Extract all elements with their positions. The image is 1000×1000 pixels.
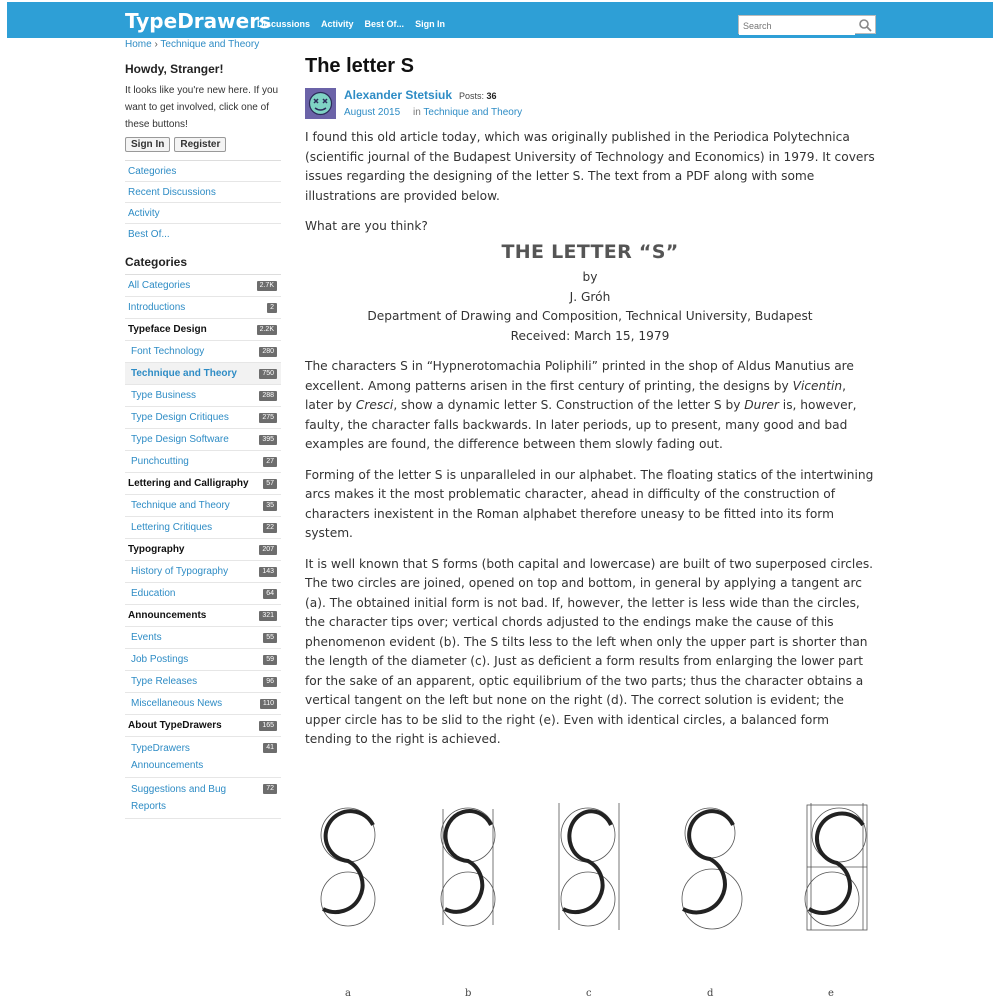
category-label[interactable]: Type Releases bbox=[131, 676, 198, 687]
sidebar-category-item[interactable] bbox=[125, 451, 281, 473]
nav-sign-in[interactable]: Sign In bbox=[415, 19, 446, 29]
post-paragraph: I found this old article today, which was originally published in the Periodica Polytechnica (scientific journal of the Budapest University of Technology and Economics) in 1979. It covers issues regarding the designing of the letter S. The text from a PDF along with some illustrations are provided below. bbox=[305, 130, 875, 203]
sidebar-category-item[interactable] bbox=[125, 517, 281, 539]
sidebar-category-item[interactable] bbox=[125, 407, 281, 429]
category-label[interactable]: Events bbox=[131, 632, 162, 643]
category-label[interactable]: Type Business bbox=[131, 390, 197, 401]
category-count-badge: 35 bbox=[263, 501, 277, 511]
post-category bbox=[413, 107, 522, 118]
category-count-badge: 96 bbox=[263, 677, 277, 687]
sidebar bbox=[125, 62, 281, 819]
quick-link-recent-discussions[interactable]: Recent Discussions bbox=[125, 182, 281, 203]
category-count-badge: 288 bbox=[259, 391, 277, 401]
category-label[interactable]: Typeface Design bbox=[128, 324, 207, 335]
category-count-badge: 110 bbox=[260, 699, 277, 709]
category-label[interactable]: About TypeDrawers bbox=[128, 720, 222, 731]
p3-vicentin: Vicentin bbox=[792, 378, 843, 393]
sidebar-category-item[interactable] bbox=[125, 649, 281, 671]
category-label[interactable]: TypeDrawers Announcements bbox=[131, 743, 204, 771]
category-label[interactable]: Technique and Theory bbox=[131, 368, 237, 379]
category-count-badge: 72 bbox=[263, 784, 277, 794]
sidebar-category-item[interactable] bbox=[125, 385, 281, 407]
p3-part-c: , show a dynamic letter S. Construction of the letter S by bbox=[393, 398, 745, 412]
sidebar-category-item[interactable] bbox=[125, 297, 281, 319]
s-figure-a bbox=[313, 795, 383, 940]
p3-part-d: is, however, faulty, the character falls backwards. In later periods, up to present, many good and bad examples are found, the difference between them slowly fading out. bbox=[305, 398, 857, 451]
p3-part-b: , later by bbox=[305, 378, 847, 412]
category-count-badge: 143 bbox=[259, 567, 277, 577]
register-button[interactable]: Register bbox=[174, 137, 226, 152]
s-figure-c bbox=[553, 795, 628, 940]
quick-link-categories[interactable]: Categories bbox=[125, 161, 281, 182]
article-department: Department of Drawing and Composition, Technical University, Budapest bbox=[367, 309, 813, 323]
category-count-badge: 59 bbox=[263, 655, 277, 665]
quick-link-best-of[interactable]: Best Of... bbox=[128, 229, 170, 240]
post-body bbox=[305, 128, 875, 750]
quick-links bbox=[125, 160, 281, 245]
post-meta bbox=[305, 88, 875, 128]
category-count-badge: 55 bbox=[263, 633, 277, 643]
p3-part-a: The characters S in “Hypnerotomachia Poliphili” printed in the shop of Aldus Manutius are excellent. Among patterns arisen in the first century of printing, the designs by bbox=[305, 359, 854, 393]
category-label[interactable]: Education bbox=[131, 588, 176, 599]
category-label[interactable]: Type Design Critiques bbox=[131, 412, 229, 423]
page-title: The letter S bbox=[305, 55, 414, 77]
s-figure-d bbox=[675, 795, 750, 940]
category-label[interactable]: Suggestions and Bug Reports bbox=[131, 784, 227, 812]
sidebar-category-item[interactable] bbox=[125, 583, 281, 605]
p3-durer: Durer bbox=[744, 398, 779, 412]
welcome-heading: Howdy, Stranger! bbox=[125, 62, 224, 76]
author-name[interactable]: Alexander Stetsiuk bbox=[344, 88, 453, 102]
s-figure-e bbox=[797, 795, 877, 940]
article-title: THE LETTER “S” bbox=[501, 240, 679, 263]
category-count-badge: 57 bbox=[263, 479, 277, 489]
category-label[interactable]: Type Design Software bbox=[131, 434, 229, 445]
article-paragraph: Forming of the letter S is unparalleled in our alphabet. The floating statics of the intertwining arcs makes it the most problematic character, ahead in difficulty of the construction of characters inexistent in the Roman alphabet therefore uneasy to be fitted into its form system. bbox=[305, 467, 874, 540]
top-nav bbox=[257, 19, 445, 29]
sidebar-category-item[interactable] bbox=[125, 495, 281, 517]
s-figure-b bbox=[433, 795, 503, 940]
article-paragraph bbox=[305, 357, 875, 455]
breadcrumb-home[interactable]: Home bbox=[125, 39, 152, 50]
category-count-badge: 41 bbox=[263, 743, 277, 753]
category-list bbox=[125, 275, 281, 819]
category-count-badge: 207 bbox=[259, 545, 277, 555]
figure-label-e: e bbox=[828, 988, 834, 999]
category-count-badge: 165 bbox=[259, 721, 277, 731]
sidebar-category-item[interactable] bbox=[125, 319, 281, 341]
breadcrumb-separator: › bbox=[154, 39, 158, 50]
sidebar-category-item[interactable] bbox=[125, 715, 281, 737]
top-bar bbox=[7, 2, 993, 38]
figure-label-b: b bbox=[465, 988, 472, 999]
category-count-badge: 64 bbox=[263, 589, 277, 599]
search-input[interactable] bbox=[739, 18, 855, 35]
sidebar-category-item[interactable] bbox=[125, 778, 281, 819]
post-date[interactable]: August 2015 bbox=[344, 107, 401, 118]
category-label[interactable]: History of Typography bbox=[131, 566, 229, 577]
sidebar-category-item[interactable] bbox=[125, 341, 281, 363]
category-label[interactable]: All Categories bbox=[128, 280, 191, 291]
sidebar-category-item[interactable] bbox=[125, 363, 281, 385]
breadcrumb-current[interactable]: Technique and Theory bbox=[160, 39, 260, 50]
figure-label-d: d bbox=[707, 988, 714, 999]
sidebar-category-item[interactable] bbox=[125, 473, 281, 495]
nav-best-of[interactable]: Best Of... bbox=[364, 19, 405, 29]
category-label[interactable]: Font Technology bbox=[131, 346, 205, 357]
nav-discussions[interactable]: Discussions bbox=[257, 19, 311, 29]
sidebar-category-item[interactable] bbox=[125, 429, 281, 451]
article-paragraph: It is well known that S forms (both capital and lowercase) are built of two superposed circles. The two circles are joined, opened on top and bottom, in general by applying a tangent arc (a). The obtained initial form is not bad. If, however, the letter is less wide than the circles, the character tips over; vertical chords adjusted to the endings make the cause of this phenomenon evident (b). The S tilts less to the left when only the upper part is shorter than the length of the diameter (c). Just as deficient a form results from enlarging the lower part for the sake of an apparent, optic equilibrium of the two parts; thus the character obtains a vertical tangent on the left but none on the right (d). The correct solution is evident; the upper circle has to be slid to the right (e). Even with identical circles, a balanced form tending to the right is achieved. bbox=[305, 556, 874, 746]
search-box bbox=[738, 15, 876, 34]
welcome-text: It looks like you're new here. If you want to get involved, click one of these buttons! bbox=[125, 85, 279, 130]
category-count-badge: 2.7K bbox=[257, 281, 277, 291]
categories-heading: Categories bbox=[125, 251, 281, 275]
post-count bbox=[459, 91, 497, 101]
category-count-badge: 2 bbox=[267, 303, 277, 313]
post-question: What are you think? bbox=[305, 219, 428, 233]
sidebar-category-item[interactable] bbox=[125, 693, 281, 715]
quick-link-activity[interactable]: Activity bbox=[125, 203, 281, 224]
sidebar-category-item[interactable] bbox=[125, 671, 281, 693]
site-logo[interactable]: TypeDrawers bbox=[125, 9, 271, 33]
category-count-badge: 275 bbox=[259, 413, 277, 423]
sidebar-category-item[interactable] bbox=[125, 275, 281, 297]
sidebar-category-item[interactable] bbox=[125, 539, 281, 561]
search-icon[interactable] bbox=[858, 18, 872, 32]
figure-label-a: a bbox=[345, 988, 351, 999]
category-label[interactable]: Punchcutting bbox=[131, 456, 189, 467]
category-label[interactable]: Lettering and Calligraphy bbox=[128, 478, 249, 489]
category-count-badge: 321 bbox=[259, 611, 277, 621]
category-count-badge: 280 bbox=[259, 347, 277, 357]
article-received: Received: March 15, 1979 bbox=[510, 328, 670, 343]
category-label[interactable]: Technique and Theory bbox=[131, 500, 230, 511]
category-label[interactable]: Typography bbox=[128, 544, 185, 555]
post-category-prefix: in bbox=[413, 107, 421, 118]
discussion bbox=[305, 55, 875, 761]
category-label[interactable]: Lettering Critiques bbox=[131, 522, 213, 533]
avatar-face-icon bbox=[305, 88, 336, 119]
category-count-badge: 27 bbox=[263, 457, 277, 467]
post-count-label: Posts: bbox=[459, 91, 485, 101]
auth-buttons bbox=[125, 137, 281, 152]
post-category-link[interactable]: Technique and Theory bbox=[423, 107, 523, 118]
sidebar-category-item[interactable] bbox=[125, 627, 281, 649]
category-count-badge: 750 bbox=[259, 369, 277, 379]
category-count-badge: 395 bbox=[259, 435, 277, 445]
sidebar-category-item[interactable] bbox=[125, 561, 281, 583]
category-label[interactable]: Introductions bbox=[128, 302, 186, 313]
category-label[interactable]: Job Postings bbox=[131, 654, 189, 665]
p3-cresci: Cresci bbox=[355, 398, 394, 412]
nav-activity[interactable]: Activity bbox=[321, 19, 354, 29]
sign-in-button[interactable]: Sign In bbox=[125, 137, 170, 152]
sidebar-category-item[interactable] bbox=[125, 605, 281, 627]
post-count-value: 36 bbox=[486, 91, 497, 101]
category-label[interactable]: Announcements bbox=[128, 610, 207, 621]
category-count-badge: 2.2K bbox=[257, 325, 277, 335]
article-by: by bbox=[582, 270, 598, 284]
article-author: J. Gróh bbox=[569, 289, 611, 304]
figure-label-c: c bbox=[586, 988, 592, 999]
breadcrumb bbox=[125, 39, 259, 50]
avatar[interactable] bbox=[305, 88, 336, 119]
sidebar-category-item[interactable] bbox=[125, 737, 281, 778]
category-count-badge: 22 bbox=[263, 523, 277, 533]
s-construction-figure bbox=[305, 795, 875, 1000]
category-label[interactable]: Miscellaneous News bbox=[131, 698, 223, 709]
